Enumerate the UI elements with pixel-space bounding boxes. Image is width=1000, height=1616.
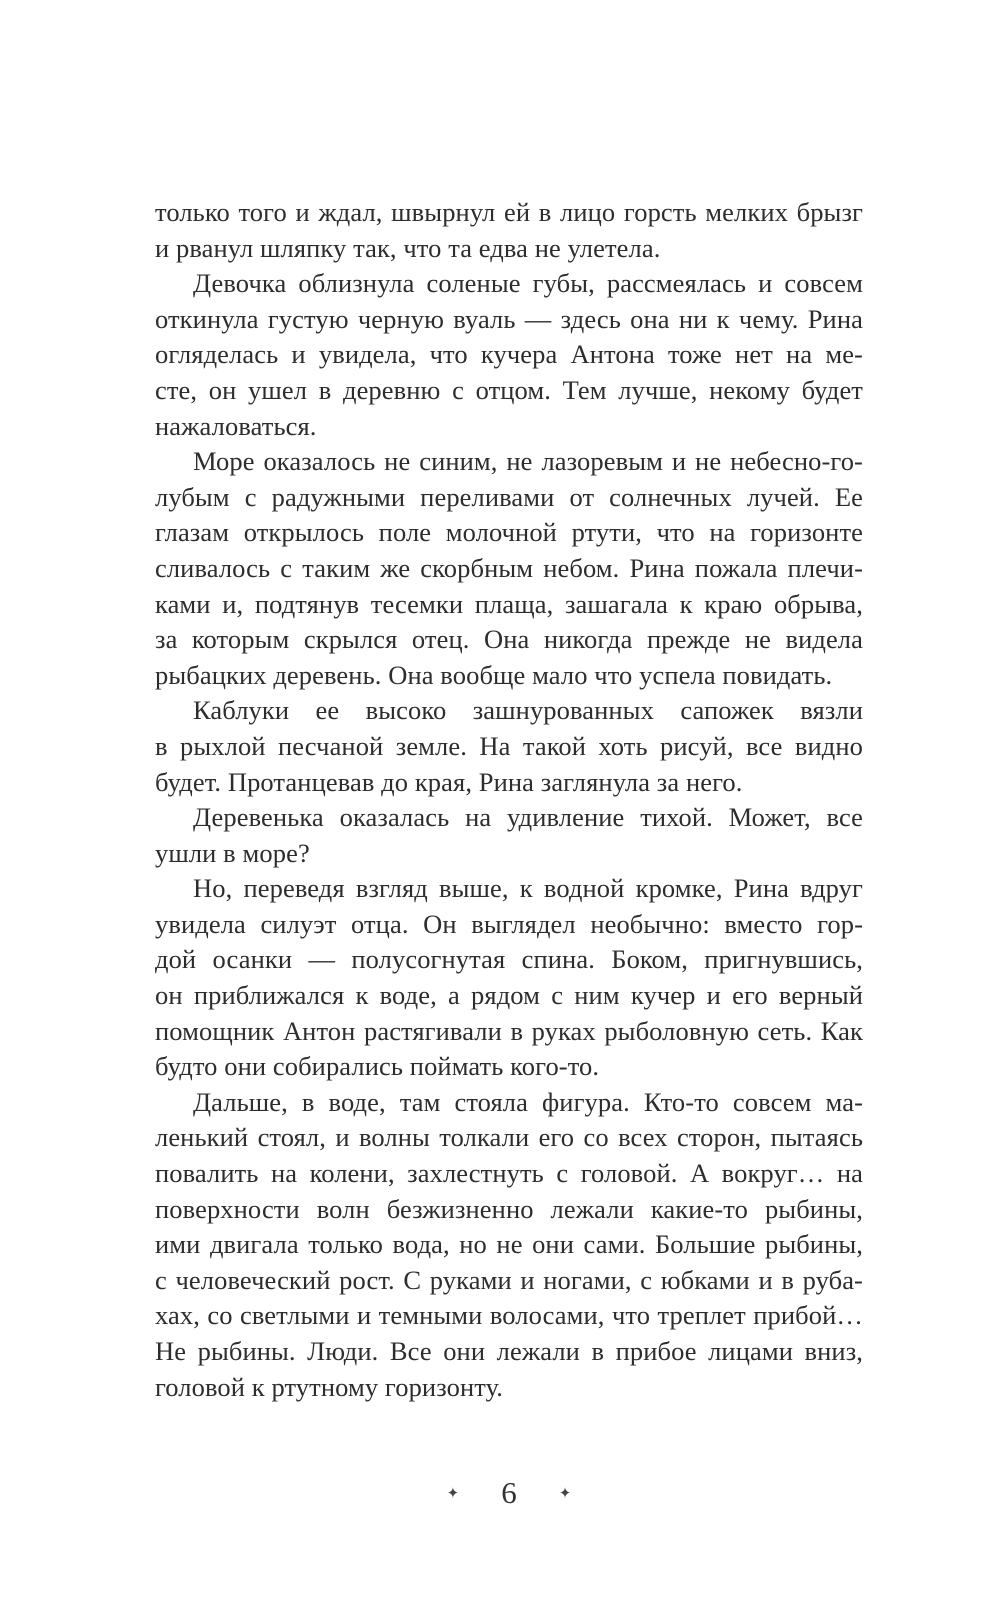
text-line: глазам открылось поле молочной ртути, что на горизонте <box>155 517 863 548</box>
text-line: Девочка облизнула соленые губы, рассмеялась и совсем <box>193 268 863 299</box>
paragraph <box>155 444 863 693</box>
text-line: Но, переведя взгляд выше, к водной кромке, Рина вдруг <box>193 873 863 904</box>
text-line: в рыхлой песчаной земле. На такой хоть рисуй, все видно <box>155 730 863 761</box>
paragraph <box>155 195 863 266</box>
page-number: 6 <box>501 1474 517 1510</box>
text-line: откинула густую черную вуаль — здесь она ни к чему. Рина <box>155 303 863 334</box>
diamond-ornament-left-icon: ✦ <box>446 1483 460 1502</box>
text-line: рыбацких деревень. Она вообще мало что успела повидать. <box>155 659 833 690</box>
paragraph <box>155 266 863 444</box>
text-line: головой к ртутному горизонту. <box>155 1371 503 1402</box>
text-line: ими двигала только вода, но не они сами. Большие рыбины, <box>155 1229 863 1260</box>
text-line: огляделась и увидела, что кучера Антона тоже нет на ме- <box>155 339 863 370</box>
paragraph <box>155 871 863 1085</box>
text-line: только того и ждал, швырнул ей в лицо горсть мелких брызг <box>155 197 863 227</box>
text-line: ушли в море? <box>155 837 310 868</box>
paragraph <box>155 1085 863 1405</box>
text-line: лубым с радужными переливами от солнечных лучей. Ее <box>155 481 863 512</box>
text-line: сливалось с таким же скорбным небом. Рина пожала плечи- <box>155 552 863 583</box>
text-line: Каблуки ее высоко зашнурованных сапожек вязли <box>193 695 863 726</box>
text-line: увидела силуэт отца. Он выглядел необычно: вместо гор- <box>155 908 863 939</box>
paragraph <box>155 800 863 871</box>
text-line: Не рыбины. Люди. Все они лежали в прибое лицами вниз, <box>155 1336 863 1366</box>
text-line: за которым скрылся отец. Она никогда прежде не видела <box>155 624 863 655</box>
text-line: будто они собирались поймать кого-то. <box>155 1051 600 1082</box>
paragraph <box>155 693 863 800</box>
text-line: Море оказалось не синим, не лазоревым и не небесно-го- <box>193 446 863 477</box>
diamond-ornament-right-icon: ✦ <box>558 1483 572 1502</box>
text-line: поверхности волн безжизненно лежали какие-то рыбины, <box>155 1193 863 1224</box>
text-line: Дальше, в воде, там стояла фигура. Кто-то совсем ма- <box>193 1086 863 1117</box>
text-line: сте, он ушел в деревню с отцом. Тем лучше, некому будет <box>155 374 863 405</box>
page-text <box>155 195 863 1405</box>
text-line: повалить на колени, захлестнуть с головой. А вокруг… на <box>155 1158 863 1189</box>
text-line: хах, со светлыми и темными волосами, что треплет прибой… <box>155 1300 863 1331</box>
text-line: Деревенька оказалась на удивление тихой. Может, все <box>193 802 863 833</box>
text-line: дой осанки — полусогнутая спина. Боком, пригнувшись, <box>155 944 863 975</box>
page-footer <box>155 1470 863 1514</box>
text-line: и рванул шляпку так, что та едва не улетела. <box>155 232 661 263</box>
text-line: будет. Протанцевав до края, Рина заглянула за него. <box>155 766 743 797</box>
text-line: помощник Антон растягивали в руках рыболовную сеть. Как <box>155 1015 863 1046</box>
text-line: ленький стоял, и волны толкали его со всех сторон, пытаясь <box>155 1122 863 1153</box>
text-line: ками и, подтянув тесемки плаща, зашагала к краю обрыва, <box>155 588 863 619</box>
text-line: он приближался к воде, а рядом с ним кучер и его верный <box>155 980 863 1011</box>
text-line: нажаловаться. <box>155 410 317 441</box>
text-line: с человеческий рост. С руками и ногами, с юбками и в руба- <box>155 1264 863 1295</box>
